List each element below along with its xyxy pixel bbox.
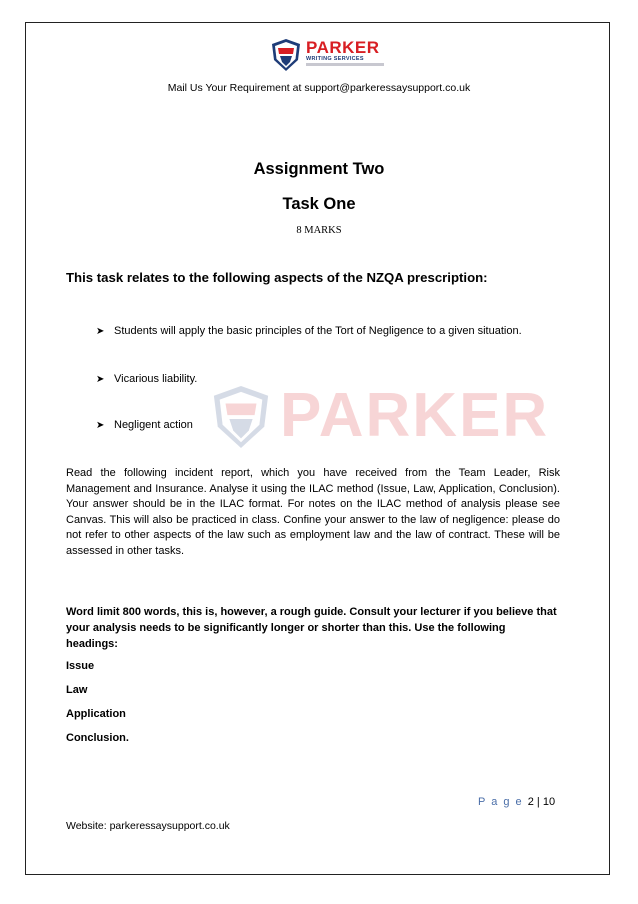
logo-subline	[306, 63, 384, 66]
word-limit-paragraph: Word limit 800 words, this is, however, a rough guide. Consult your lecturer if you believe that your analysis needs to be significantly longer or shorter than this. Use the following headings:	[66, 606, 557, 650]
heading-law: Law	[66, 684, 88, 696]
heading-issue: Issue	[66, 660, 95, 672]
logo-tagline: WRITING SERVICES	[306, 56, 364, 62]
section-heading: This task relates to the following aspects of the NZQA prescription:	[66, 270, 488, 285]
task-title: Task One	[282, 195, 356, 213]
page-number	[478, 796, 555, 808]
arrow-bullet-icon: ➤	[96, 420, 105, 431]
logo-name: PARKER	[306, 38, 380, 57]
mail-line: Mail Us Your Requirement at support@parkeressaysupport.co.uk	[167, 82, 471, 94]
bullet-item	[96, 419, 193, 431]
watermark-shield-icon	[210, 382, 272, 452]
heading-conclusion: Conclusion.	[66, 732, 129, 744]
shield-logo-icon	[270, 38, 302, 72]
watermark	[210, 380, 570, 454]
page-label: P a g e	[478, 796, 524, 808]
arrow-bullet-icon: ➤	[96, 374, 105, 385]
bullet-item	[96, 325, 522, 337]
footer-website: Website: parkeressaysupport.co.uk	[66, 820, 230, 832]
page-count: 2 | 10	[527, 796, 556, 808]
instructions-paragraph: Read the following incident report, which you have received from the Team Leader, Risk Management and Insurance. Analyse it using the ILAC method (Issue, Law, Application, Conclusion). Your answer should be in the ILAC format. For notes on the ILAC method of analysis please see Canvas. This will also be practiced in class. Confine your answer to the law of negligence: please do not refer to other aspects of the law such as employment law and the law of contract. These will be assessed in other tasks.	[66, 467, 560, 557]
heading-application: Application	[66, 708, 126, 720]
marks-label: 8 MARKS	[296, 225, 342, 236]
bullet-text: Students will apply the basic principles of the Tort of Negligence to a given situation.	[114, 325, 522, 337]
assignment-title: Assignment Two	[253, 160, 385, 178]
bullet-text: Negligent action	[114, 419, 193, 431]
watermark-text: PARKER	[280, 381, 550, 450]
arrow-bullet-icon: ➤	[96, 326, 105, 337]
parker-logo	[270, 38, 390, 74]
bullet-item	[96, 373, 197, 385]
bullet-text: Vicarious liability.	[114, 373, 198, 385]
